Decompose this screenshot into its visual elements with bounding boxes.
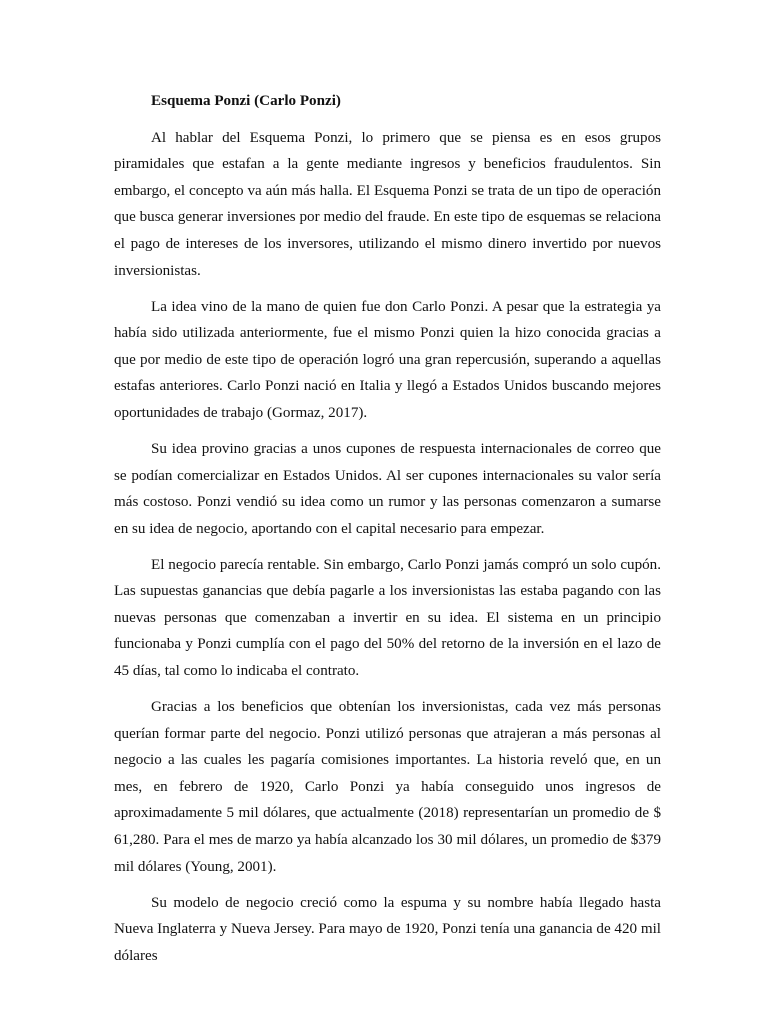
document-body xyxy=(114,88,661,979)
paragraph-5: Gracias a los beneficios que obtenían los inversionistas, cada vez más personas querían formar parte del negocio. Ponzi utilizó personas que atrajeran a más personas al negocio a las cuales les pagaría comisiones importantes. La historia reveló que, en un mes, en febrero de 1920, Carlo Ponzi ya había conseguido unos ingresos de aproximadamente 5 mil dólares, que actualmente (2018) representarían un promedio de $ 61,280. Para el mes de marzo ya había alcanzado los 30 mil dólares, un promedio de $379 mil dólares (Young, 2001). xyxy=(114,699,661,875)
paragraph-2: La idea vino de la mano de quien fue don Carlo Ponzi. A pesar que la estrategia ya había sido utilizada anteriormente, fue el mismo Ponzi quien la hizo conocida gracias a que por medio de este tipo de operación logró una gran repercusión, superando a aquellas estafas anteriores. Carlo Ponzi nació en Italia y llegó a Estados Unidos buscando mejores oportunidades de trabajo (Gormaz, 2017). xyxy=(114,298,661,421)
paragraph-6: Su modelo de negocio creció como la espuma y su nombre había llegado hasta Nueva Inglaterra y Nueva Jersey. Para mayo de 1920, Ponzi tenía una ganancia de 420 mil dólares xyxy=(114,894,661,964)
paragraph-3: Su idea provino gracias a unos cupones de respuesta internacionales de correo que se podían comercializar en Estados Unidos. Al ser cupones internacionales su valor sería más costoso. Ponzi vendió su idea como un rumor y las personas comenzaron a sumarse en su idea de negocio, aportando con el capital necesario para empezar. xyxy=(114,440,661,537)
paragraph-4: El negocio parecía rentable. Sin embargo, Carlo Ponzi jamás compró un solo cupón. Las supuestas ganancias que debía pagarle a los inversionistas las estaba pagando con las nuevas personas que comenzaban a invertir en su idea. El sistema en un principio funcionaba y Ponzi cumplía con el pago del 50% del retorno de la inversión en el lazo de 45 días, tal como lo indicaba el contrato. xyxy=(114,556,661,680)
paragraph-1: Al hablar del Esquema Ponzi, lo primero que se piensa es en esos grupos piramidales que estafan a la gente mediante ingresos y beneficios fraudulentos. Sin embargo, el concepto va aún más halla. El Esquema Ponzi se trata de un tipo de operación que busca generar inversiones por medio del fraude. En este tipo de esquemas se relaciona el pago de intereses de los inversores, utilizando el mismo dinero invertido por nuevos inversionistas. xyxy=(114,129,661,279)
document-title: Esquema Ponzi (Carlo Ponzi) xyxy=(151,93,341,109)
